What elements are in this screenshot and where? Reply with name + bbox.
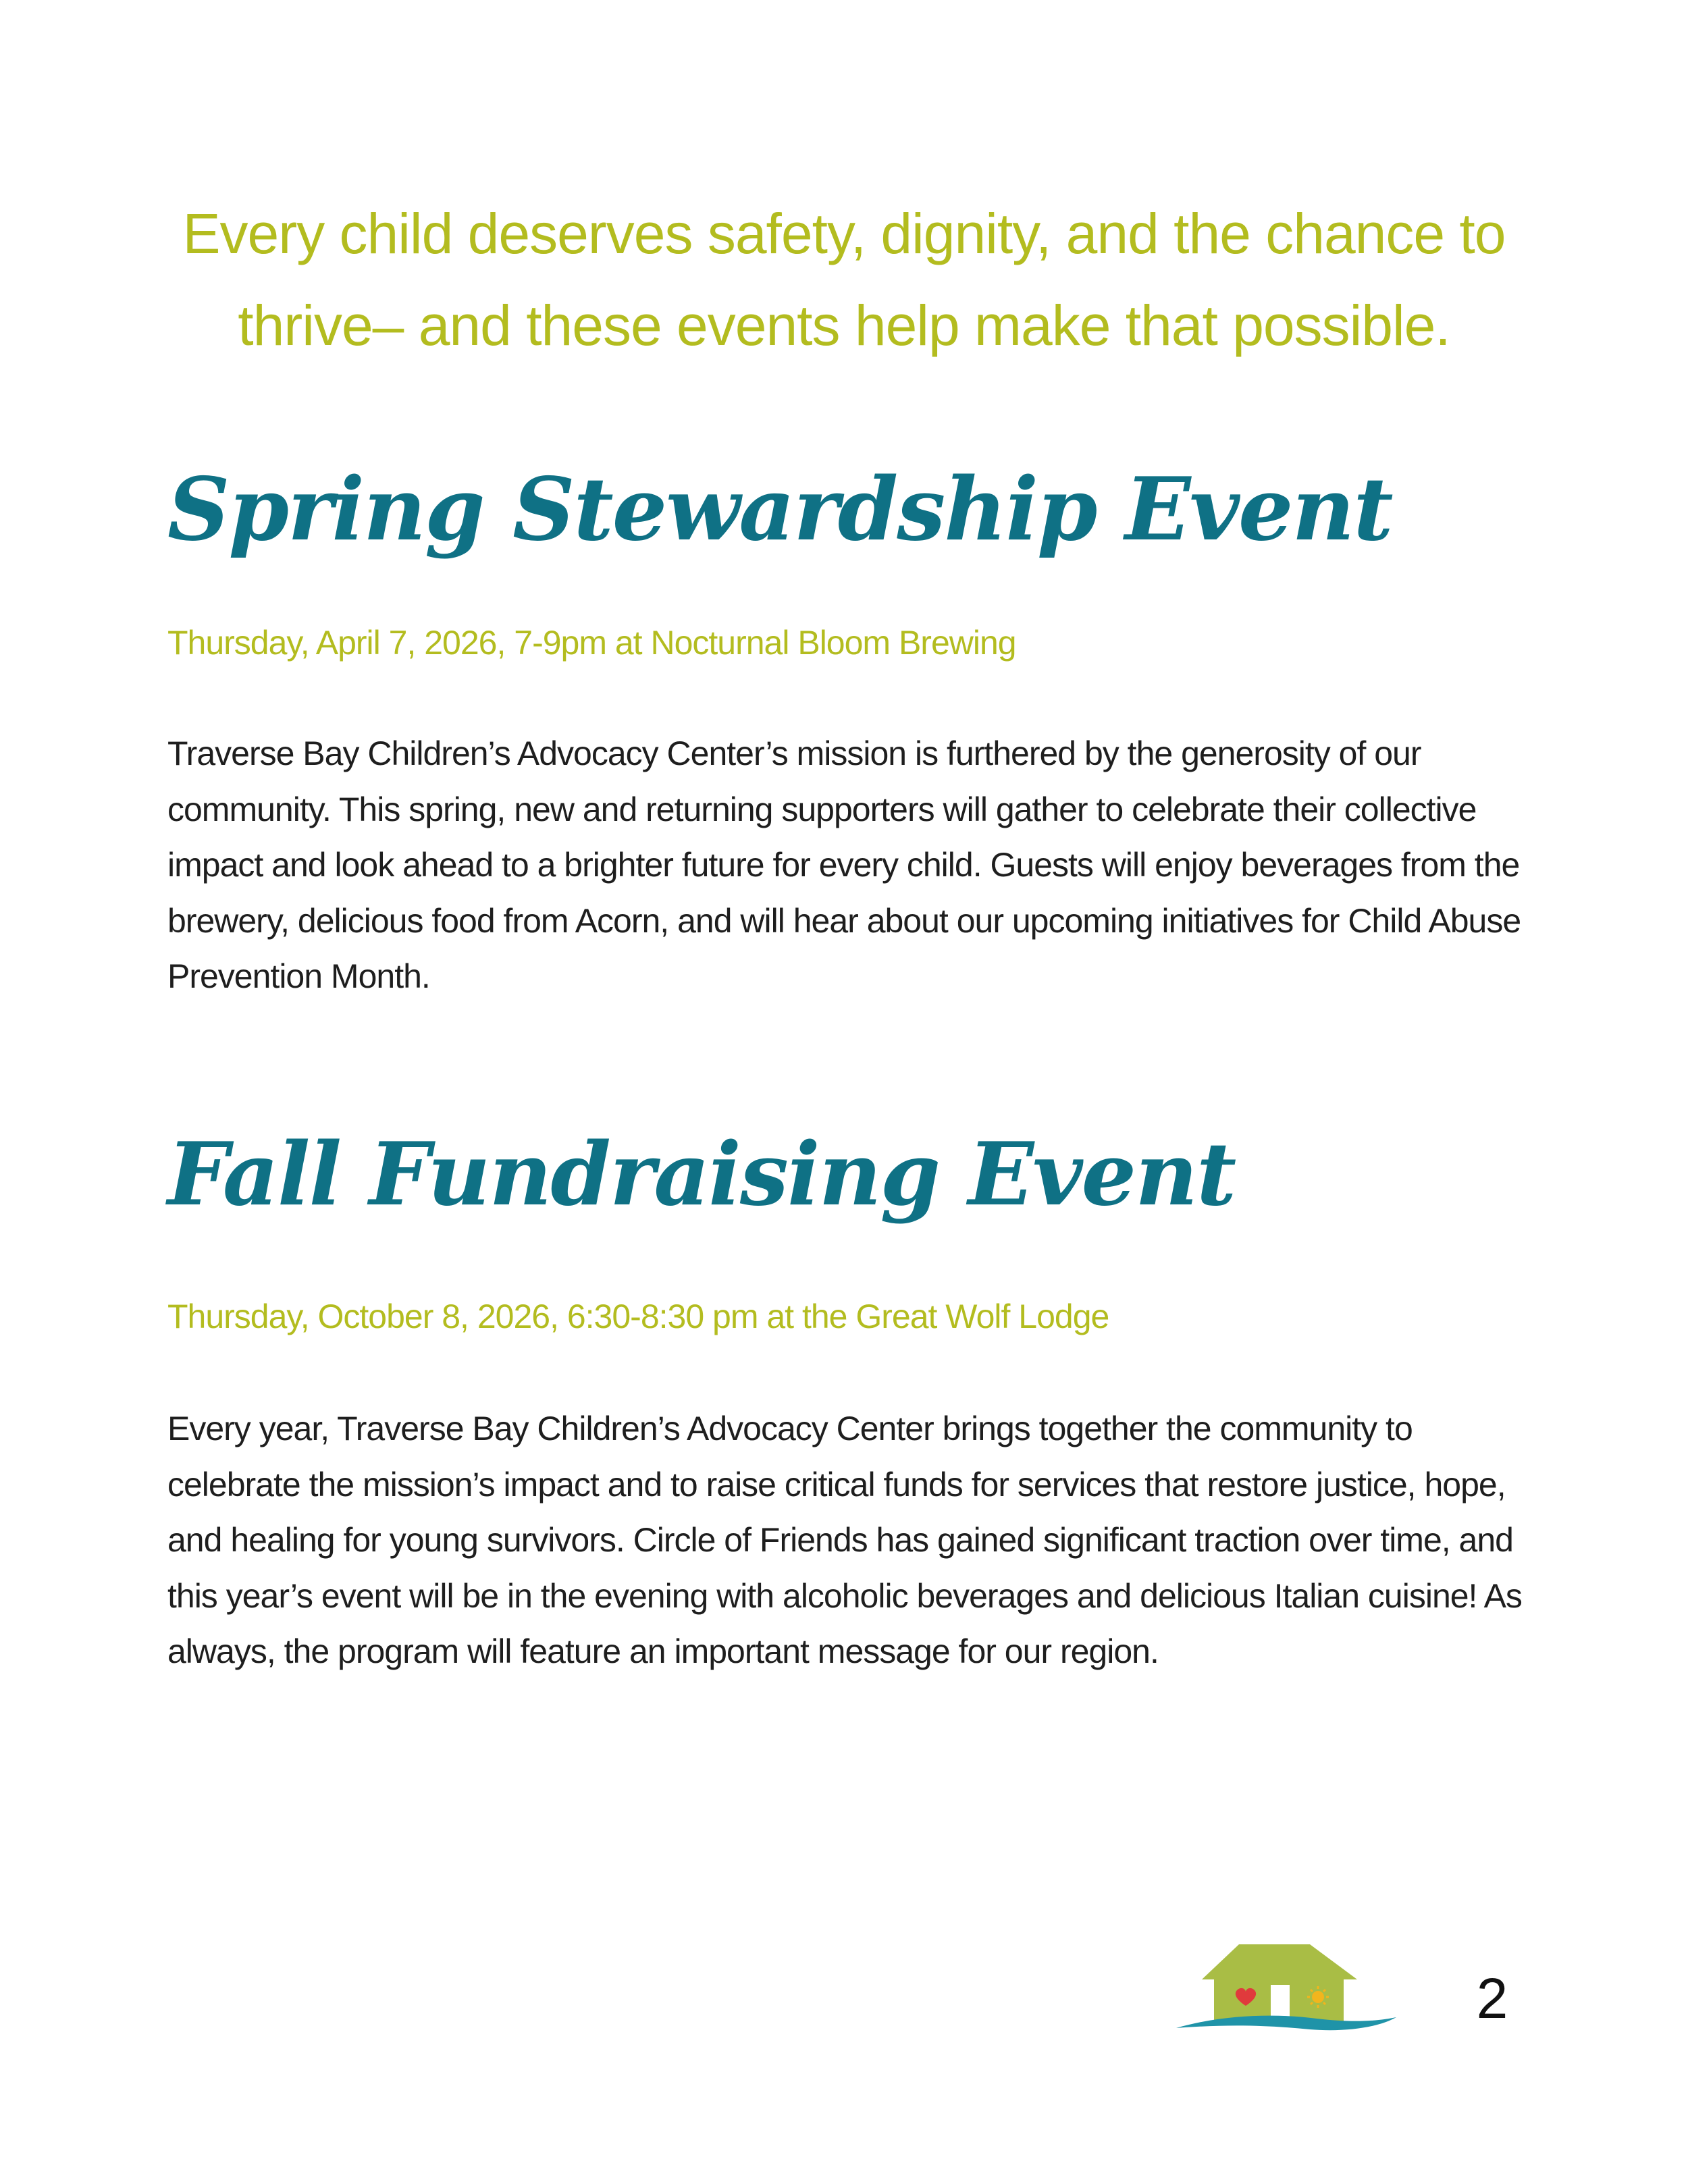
spring-event-description: Traverse Bay Children’s Advocacy Center’s mission is furthered by the generosity of our community. This spring, new and returning supporters will gather to celebrate their collective impact and look ahead to a brighter future for every child. Guests will enjoy beverages from the brewery, delicious food from Acorn, and will hear about our upcoming initiatives for Child Abuse Prevention Month. bbox=[167, 735, 1521, 995]
tagline: Every child deserves safety, dignity, and the chance to thrive– and these events help make that possible. bbox=[182, 202, 1506, 357]
spring-event-title: Spring Stewardship Event bbox=[167, 459, 1392, 560]
fall-event-date: Thursday, October 8, 2026, 6:30-8:30 pm at the Great Wolf Lodge bbox=[167, 1298, 1109, 1335]
fall-event-title: Fall Fundraising Event bbox=[167, 1124, 1236, 1225]
logo-roof bbox=[1202, 1944, 1357, 1979]
house-with-heart-and-sun-logo bbox=[1175, 1939, 1398, 2040]
page-number: 2 bbox=[1476, 1967, 1508, 2030]
spring-event-date: Thursday, April 7, 2026, 7-9pm at Nocturnal Bloom Brewing bbox=[167, 624, 1016, 662]
fall-event-description: Every year, Traverse Bay Children’s Advocacy Center brings together the community to celebrate the mission’s impact and to raise critical funds for services that restore justice, hope, and healing for young survivors. Circle of Friends has gained significant traction over time, and this year’s event will be in the evening with alcoholic beverages and delicious Italian cuisine! As always, the program will feature an important message for our region. bbox=[167, 1410, 1522, 1670]
logo-water bbox=[1176, 2016, 1396, 2031]
